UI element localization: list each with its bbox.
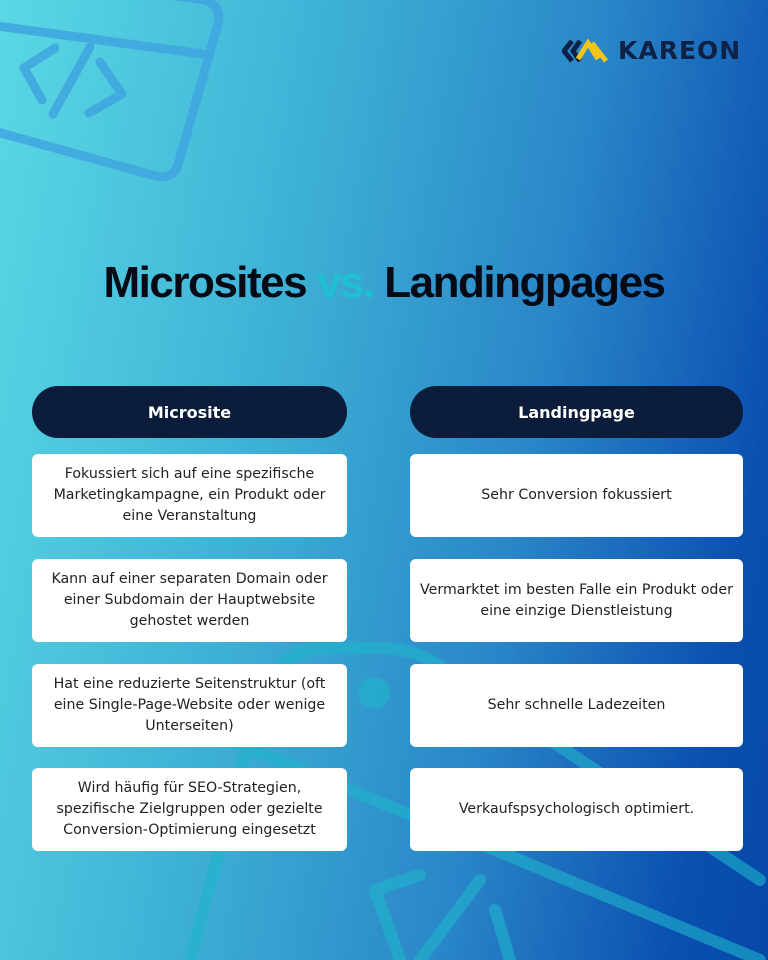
landingpage-card-1: Sehr Conversion fokussiert — [410, 454, 743, 537]
microsite-card-4: Wird häufig für SEO-Strategien, spezifische Zielgruppen oder gezielte Conversion-Optimierung eingesetzt — [32, 768, 347, 851]
microsite-card-3: Hat eine reduzierte Seitenstruktur (oft eine Single-Page-Website oder wenige Unterseiten) — [32, 664, 347, 747]
title-vs: vs. — [316, 258, 374, 307]
kareon-logo — [562, 36, 741, 65]
landingpage-card-4: Verkaufspsychologisch optimiert. — [410, 768, 743, 851]
microsite-card-1: Fokussiert sich auf eine spezifische Marketingkampagne, ein Produkt oder eine Veranstaltung — [32, 454, 347, 537]
landingpage-card-2: Vermarktet im besten Falle ein Produkt oder eine einzige Dienstleistung — [410, 559, 743, 642]
landingpage-header: Landingpage — [410, 386, 743, 438]
landingpage-card-3: Sehr schnelle Ladezeiten — [410, 664, 743, 747]
brand-name: KAREON — [618, 36, 742, 65]
title-landingpages: Landingpages — [384, 258, 665, 307]
landingpage-column — [410, 386, 743, 817]
microsite-card-2: Kann auf einer separaten Domain oder einer Subdomain der Hauptwebsite gehostet werden — [32, 559, 347, 642]
microsite-column — [32, 386, 347, 838]
page-title — [0, 258, 768, 308]
microsite-header: Microsite — [32, 386, 347, 438]
kareon-chevron-logo-icon — [562, 39, 610, 63]
title-microsites: Microsites — [103, 258, 307, 307]
